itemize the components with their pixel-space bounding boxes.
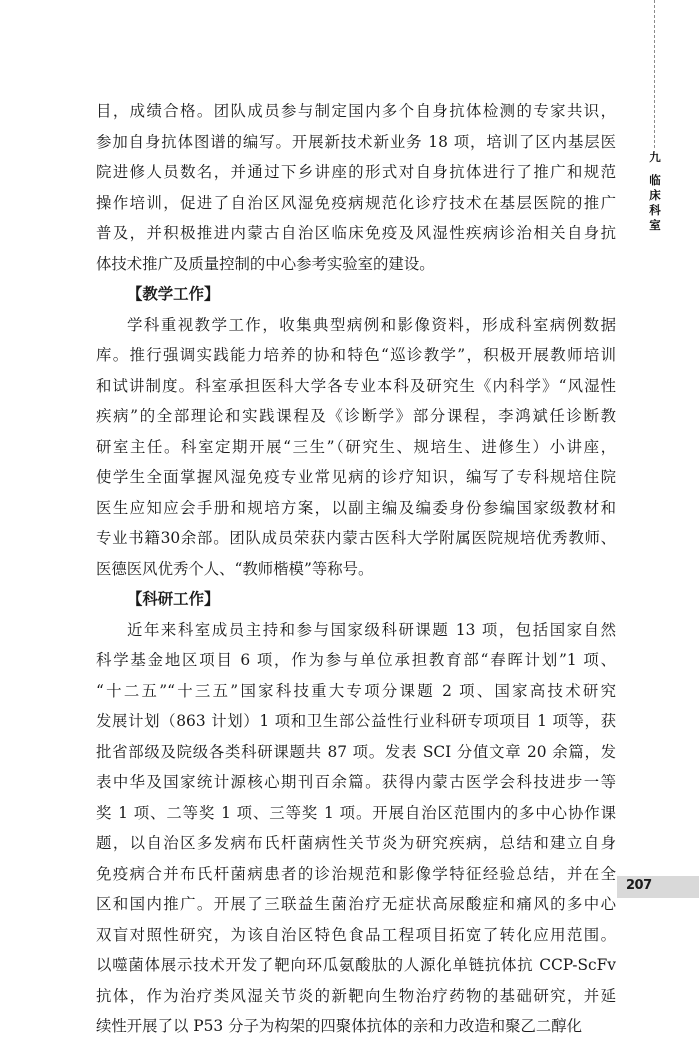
text-line: 目，成绩合格。团队成员参与制定国内多个自身抗体检测的专家共识， [96,102,616,120]
body-text [96,96,616,1042]
text-line: 学科重视教学工作，收集典型病例和影像资料，形成科室病例数据 [127,315,616,334]
chapter-tab [644,150,666,233]
text-line: 院进修人员数名，并通过下乡讲座的形式对自身抗体进行了推广和规范 [96,163,616,181]
text-line: 科学基金地区项目 6 项，作为参与单位承担教育部“春晖计划”1 项、 [96,651,616,669]
text-line: 题，以自治区多发病布氏杆菌病性关节炎为研究疾病，总结和建立自身 [96,834,616,852]
section-heading: 【教学工作】 [127,285,220,303]
chapter-number: 九 [649,150,661,164]
section-heading: 【科研工作】 [127,590,220,608]
text-line: 以噬菌体展示技术开发了靶向环瓜氨酸肽的人源化单链抗体抗 CCP-ScFv [96,956,616,974]
text-line: “十二五”“十三五”国家科技重大专项分课题 2 项、国家高技术研究 [96,681,616,700]
text-line: 近年来科室成员主持和参与国家级科研课题 13 项，包括国家自然 [127,620,616,639]
chapter-title: 临 床 科 室 [649,173,661,232]
text-line: 使学生全面掌握风湿免疫专业常见病的诊疗知识，编写了专科规培住院 [96,468,616,486]
text-line: 体技术推广及质量控制的中心参考实验室的建设。 [96,254,435,273]
text-line: 奖 1 项、二等奖 1 项、三等奖 1 项。开展自治区范围内的多中心协作课 [96,803,616,822]
text-line: 医德医风优秀个人、“教师楷模”等称号。 [96,559,374,578]
page-number: 207 [626,878,652,893]
text-line: 参加自身抗体图谱的编写。开展新技术新业务 18 项，培训了区内基层医 [96,132,616,151]
text-line: 和试讲制度。科室承担医科大学各专业本科及研究生《内科学》“风湿性 [96,376,616,395]
text-line: 双盲对照性研究，为该自治区特色食品工程项目拓宽了转化应用范围。 [96,925,616,944]
text-line: 操作培训，促进了自治区风湿免疫病规范化诊疗技术在基层医院的推广 [96,193,616,212]
text-line: 疾病”的全部理论和实践课程及《诊断学》部分课程，李鸿斌任诊断教 [96,407,616,425]
text-line: 免疫病合并布氏杆菌病患者的诊治规范和影像学特征经验总结，并在全 [96,864,616,883]
text-line: 专业书籍30余部。团队成员荣获内蒙古医科大学附属医院规培优秀教师、 [96,529,616,547]
text-line: 区和国内推广。开展了三联益生菌治疗无症状高尿酸症和痛风的多中心 [96,895,616,913]
sidebar-dashed-rule [654,0,655,148]
text-line: 抗体，作为治疗类风湿关节炎的新靶向生物治疗药物的基础研究，并延 [96,986,616,1005]
text-line: 普及，并积极推进内蒙古自治区临床免疫及风湿性疾病诊治相关自身抗 [96,224,616,242]
text-line: 研室主任。科室定期开展“三生”（研究生、规培生、进修生）小讲座， [96,437,616,456]
text-line: 续性开展了以 P53 分子为构架的四聚体抗体的亲和力改造和聚乙二醇化 [96,1017,583,1035]
text-line: 表中华及国家统计源核心期刊百余篇。获得内蒙古医学会科技进步一等 [96,773,616,791]
text-line: 批省部级及院级各类科研课题共 87 项。发表 SCI 分值文章 20 余篇，发 [96,742,616,761]
text-line: 发展计划（863 计划）1 项和卫生部公益性行业科研专项项目 1 项等，获 [96,712,616,730]
text-line: 医生应知应会手册和规培方案，以副主编及编委身份参编国家级教材和 [96,498,616,517]
text-line: 库。推行强调实践能力培养的协和特色“巡诊教学”，积极开展教师培训 [96,346,616,364]
